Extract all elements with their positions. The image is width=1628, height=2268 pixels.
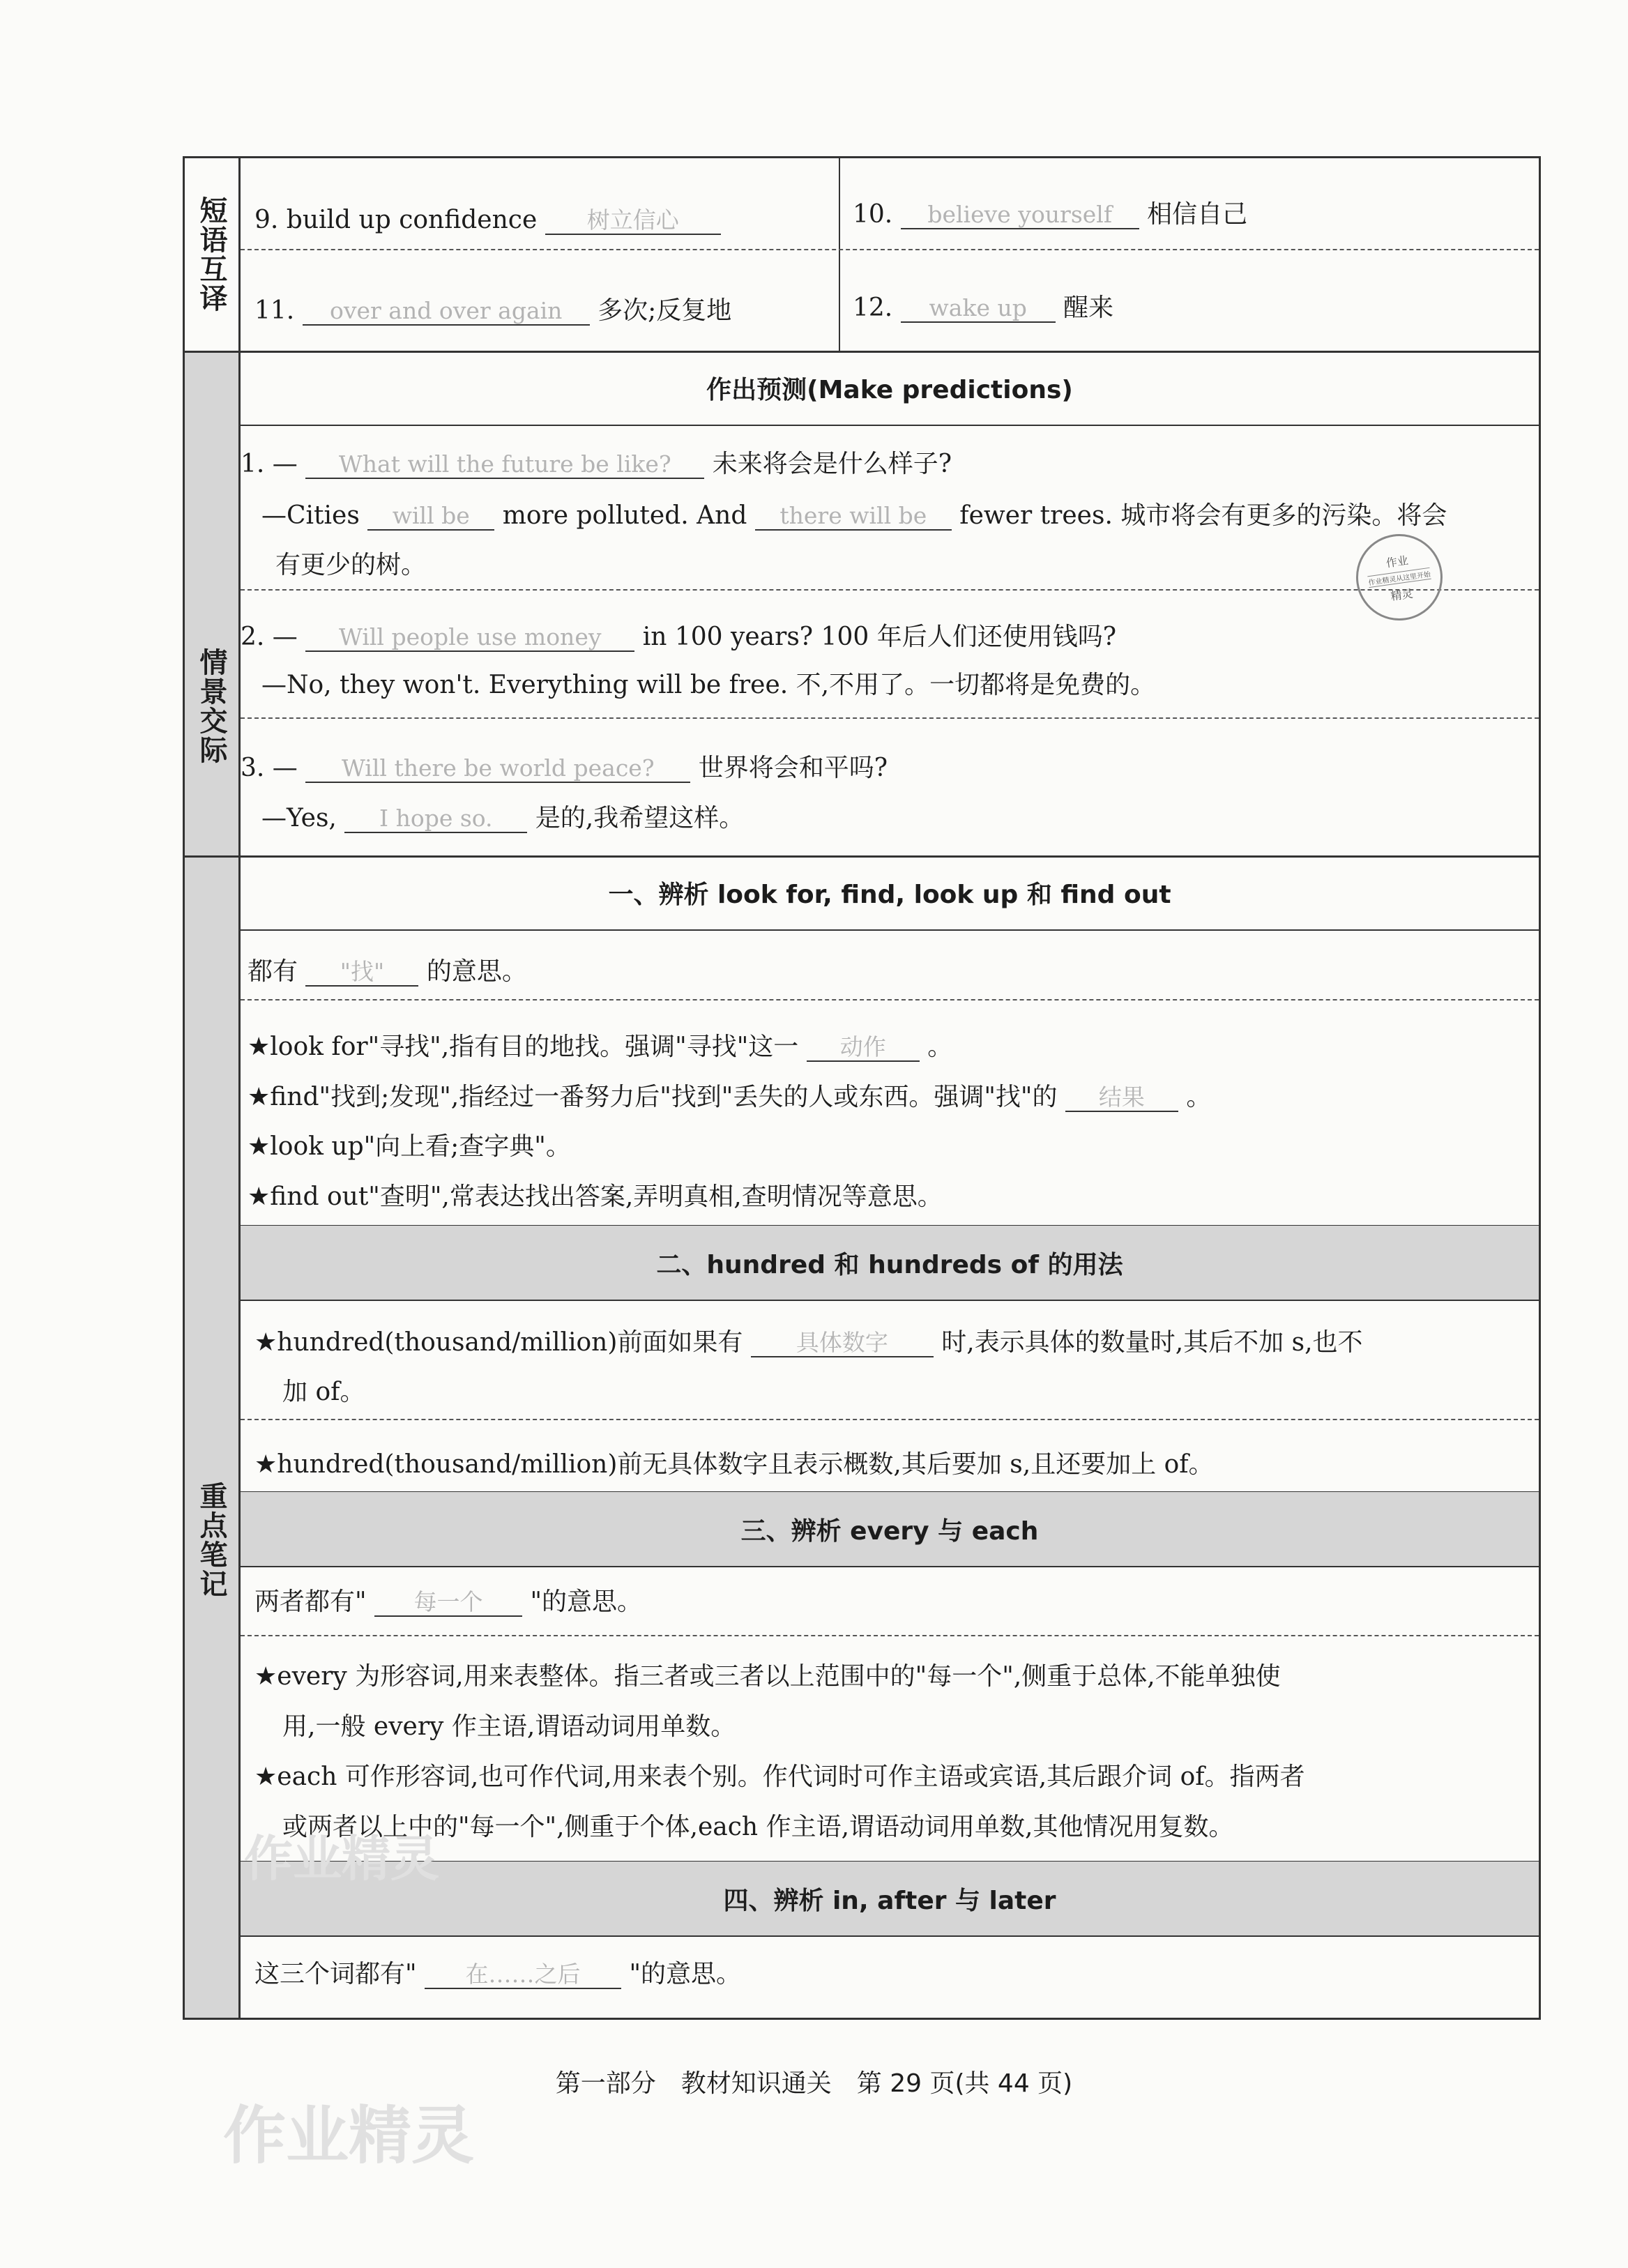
phrase-9: 9. build up confidence 树立信心	[254, 207, 721, 235]
answer-11: over and over again	[303, 298, 590, 326]
notes-3-common-answer: 每一个	[374, 1589, 522, 1617]
notes-4-header: 四、辨析 in, after 与 later	[241, 1862, 1539, 1935]
row-divider	[241, 249, 1539, 250]
row-divider	[241, 1635, 1539, 1636]
watermark-1: 作业精灵	[244, 1830, 439, 1887]
dialogue-1-answer-a1: will be	[367, 503, 494, 531]
notes-4-common-answer: 在……之后	[425, 1961, 621, 1989]
notes-4-common: 这三个词都有" 在……之后 "的意思。	[254, 1960, 742, 1988]
page-footer: 第一部分 教材知识通关 第 29 页(共 44 页)	[555, 2069, 1073, 2098]
dialogue-3-reply: —Yes, I hope so. 是的,我希望这样。	[261, 804, 745, 832]
notes-3-common: 两者都有" 每一个 "的意思。	[254, 1588, 643, 1616]
column-divider	[839, 158, 840, 351]
dialogue-2-reply: —No, they won't. Everything will be free. 不,不用了。一切都将是免费的。	[261, 671, 1156, 699]
row-divider	[241, 1935, 1539, 1937]
notes-1-bullet-1-answer: 动作	[807, 1034, 920, 1062]
row-divider	[241, 425, 1539, 426]
phrase-12: 12. wake up 醒来	[853, 294, 1114, 322]
situational-header: 作出预测(Make predictions)	[706, 375, 1073, 404]
stamp-seal: 作业 作业精灵从这里开始 精灵	[1351, 528, 1448, 626]
notes-3-bullet-1-line2: 用,一般 every 作主语,谓语动词用单数。	[282, 1712, 736, 1741]
notes-3-header: 三、辨析 every 与 each	[241, 1492, 1539, 1566]
notes-1-common-answer: "找"	[305, 959, 418, 987]
row-divider	[241, 1300, 1539, 1301]
notes-2-header: 二、hundred 和 hundreds of 的用法	[241, 1226, 1539, 1300]
dialogue-3-question: 3. — Will there be world peace? 世界将会和平吗?	[241, 754, 888, 782]
dialogue-2-answer: Will people use money	[305, 624, 634, 652]
answer-12: wake up	[901, 295, 1056, 323]
notes-1-header: 一、辨析 look for, find, look up 和 find out	[608, 880, 1171, 909]
phrase-10: 10. believe yourself 相信自己	[853, 200, 1248, 229]
notes-3-bullet-2-line1: ★each 可作形容词,也可作代词,用来表个别。作代词时可作主语或宾语,其后跟介词 of。指两者	[254, 1763, 1305, 1791]
notes-2-bullet-1-line2: 加 of。	[282, 1378, 365, 1406]
row-divider	[241, 589, 1539, 591]
dialogue-3-answer-q: Will there be world peace?	[305, 755, 690, 783]
notes-2-bullet-2: ★hundred(thousand/million)前无具体数字且表示概数,其后要加 s,且还要加上 of。	[254, 1450, 1214, 1479]
answer-10: believe yourself	[901, 201, 1139, 229]
notes-3-bullet-2-line2: 或两者以上中的"每一个",侧重于个体,each 作主语,谓语动词用单数,其他情况用复数。	[282, 1813, 1234, 1841]
row-divider	[241, 929, 1539, 931]
worksheet-table	[183, 156, 1541, 2020]
dialogue-3-answer-a: I hope so.	[344, 805, 527, 833]
notes-1-bullet-3: ★look up"向上看;查字典"。	[248, 1132, 571, 1161]
notes-1-bullet-4: ★find out"查明",常表达找出答案,弄明真相,查明情况等意思。	[248, 1182, 943, 1211]
row-divider	[241, 1419, 1539, 1420]
watermark-2: 作业精灵	[223, 2099, 474, 2172]
notes-1-common: 都有 "找" 的意思。	[248, 957, 527, 986]
dialogue-1-reply-line2: 有更少的树。	[275, 551, 427, 579]
notes-2-bullet-1: ★hundred(thousand/million)前面如果有 具体数字 时,表示具体的数量时,其后不加 s,也不	[254, 1328, 1363, 1357]
row-divider	[241, 1566, 1539, 1567]
dialogue-1-question: 1. — What will the future be like? 未来将会是什么样子?	[241, 450, 952, 478]
notes-1-bullet-1: ★look for"寻找",指有目的地找。强调"寻找"这一 动作 。	[248, 1033, 953, 1061]
notes-2-bullet-1-answer: 具体数字	[751, 1330, 934, 1357]
row-divider	[241, 717, 1539, 719]
dialogue-2-question: 2. — Will people use money in 100 years? 100 年后人们还使用钱吗?	[241, 623, 1116, 651]
answer-9: 树立信心	[545, 207, 721, 235]
phrase-11: 11. over and over again 多次;反复地	[254, 296, 732, 325]
dialogue-1-answer-a2: there will be	[755, 503, 952, 531]
row-divider	[241, 999, 1539, 1000]
dialogue-1-answer-q: What will the future be like?	[305, 451, 704, 479]
notes-1-bullet-2: ★find"找到;发现",指经过一番努力后"找到"丢失的人或东西。强调"找"的 结果 。	[248, 1083, 1212, 1111]
dialogue-1-reply: —Cities will be more polluted. And there will be fewer trees. 城市将会有更多的污染。将会	[261, 501, 1447, 530]
notes-1-bullet-2-answer: 结果	[1065, 1084, 1178, 1112]
side-label-situational: 情景交际	[185, 351, 241, 1062]
side-label-phrases: 短语互译	[185, 158, 241, 351]
notes-3-bullet-1-line1: ★every 为形容词,用来表整体。指三者或三者以上范围中的"每一个",侧重于总体,不能单独使	[254, 1662, 1281, 1691]
side-label-notes: 重点笔记	[185, 1062, 241, 2018]
